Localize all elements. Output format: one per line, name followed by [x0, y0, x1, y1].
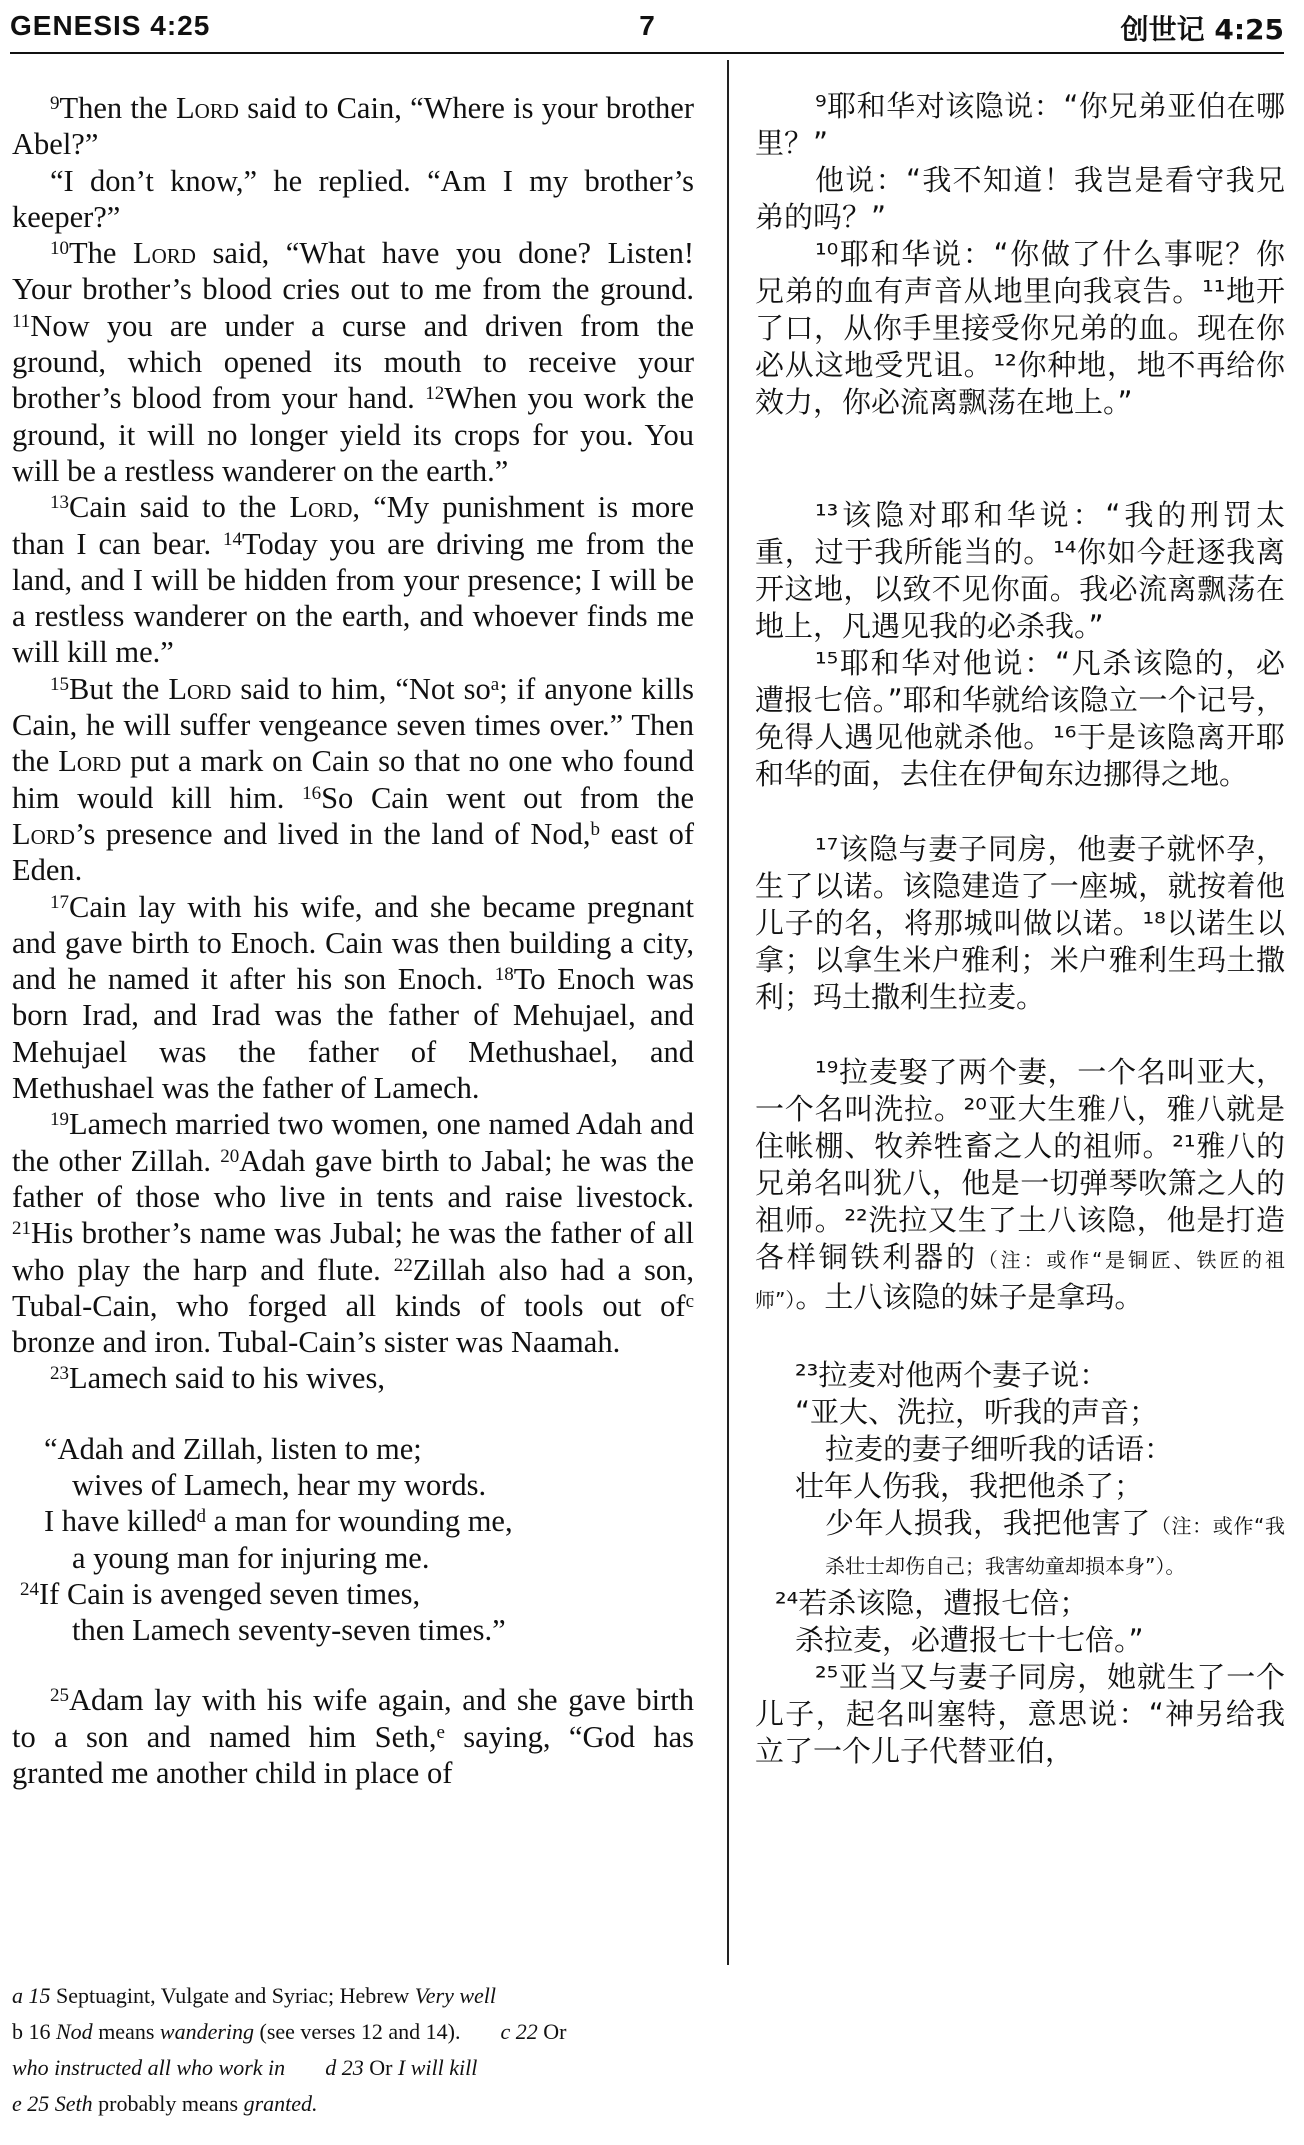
- page-number: 7: [639, 10, 655, 41]
- english-verses-13-14: $^{13}$Cain said to the Lord, “My punishment is more than I can bear. $^{14}$Today you are driving me from the land, and I will be hidden from your presence; I will be a restless wanderer on the earth, and whoever finds me will kill me.”: [12, 490, 695, 670]
- english-column: [12, 90, 694, 1791]
- chinese-poem-line-4: 少年人损我，我把他害了（注：或作“我杀壮士却伤自己；我害幼童却损本身”）。: [825, 1506, 1285, 1578]
- english-poem: [12, 1431, 694, 1649]
- chinese-verse-25: ²⁵亚当又与妻子同房，她就生了一个儿子，起名叫塞特，意思说：“神另给我立了一个儿子代替亚伯，: [755, 1660, 1285, 1768]
- english-verses-17-18: $^{17}$Cain lay with his wife, and she became pregnant and gave birth to Enoch. Cain was then building a city, and he named it after his son Enoch. $^{18}$To Enoch was born Irad, and Irad was the father of Mehujael, and Mehujael was the father of Methushael, and Methushael was the father of Lamech.: [12, 889, 694, 1106]
- header-book-reference: GENESIS 4:25: [10, 10, 211, 41]
- english-verses-15-16: $^{15}$But the Lord said to him, “Not $so^a$; if anyone kills Cain, he will suffer vengeance seven times over.” Then the Lord put a mark on Cain so that no one who found him would kill him. $^{16}$So Cain went out from the Lord’s presence and lived in the land of Nod,$^b$ east of Eden.: [12, 671, 695, 888]
- footnote-a: a 15 Septuagint, Vulgate and Syriac; Hebrew Very well: [12, 1983, 497, 2008]
- header-rule: [10, 52, 1284, 54]
- chinese-verses-10-12: ¹⁰耶和华说：“你做了什么事呢？你兄弟的血有声音从地里向我哀告。¹¹地开了口，从你手里接受你兄弟的血。现在你必从这地受咒诅。¹²你种地，地不再给你效力，你必流离飘荡在地上。”: [755, 237, 1285, 419]
- header-chinese-reference: 创世记 4:25: [1120, 13, 1284, 46]
- english-verse-9: $^9$Then the Lord said to Cain, “Where is your brother Abel?”: [12, 91, 694, 162]
- chinese-verses-19-22: ¹⁹拉麦娶了两个妻，一个名叫亚大，一个名叫洗拉。²⁰亚大生雅八，雅八就是住帐棚、牧养牲畜之人的祖师。²¹雅八的兄弟名叫犹八，他是一切弹琴吹箫之人的祖师。²²洗拉又生了土八该隐，他是打造各样铜铁利器的（注：或作“是铜匠、铁匠的祖师”）。土八该隐的妹子是拿玛。: [755, 1055, 1285, 1314]
- poem-line-4: a young man for injuring me.: [72, 1540, 430, 1575]
- english-verse-9-reply: “I don’t know,” he replied. “Am I my brother’s keeper?”: [12, 163, 694, 234]
- poem-line-6: then Lamech seventy-seven times.”: [72, 1613, 506, 1648]
- footnote-b-c: b 16 Nod means wandering (see verses 12 and 14). c 22 Or: [12, 2019, 567, 2044]
- chinese-poem-line-6: 杀拉麦，必遭报七十七倍。”: [795, 1623, 1144, 1657]
- footnotes: [12, 1978, 692, 2122]
- poem-line-2: wives of Lamech, hear my words.: [72, 1467, 487, 1502]
- chinese-poem-line-1: “亚大、洗拉，听我的声音；: [795, 1395, 1159, 1429]
- chinese-verse-9: ⁹耶和华对该隐说：“你兄弟亚伯在哪里？”: [755, 89, 1285, 160]
- poem-line-5: $^{24}$If Cain is avenged seven times,: [20, 1576, 421, 1611]
- chinese-verses-17-18: ¹⁷该隐与妻子同房，他妻子就怀孕，生了以诺。该隐建造了一座城，就按着他儿子的名，将那城叫做以诺。¹⁸以诺生以拿；以拿生米户雅利；米户雅利生玛土撒利；玛土撒利生拉麦。: [755, 832, 1285, 1014]
- footnote-c-d: who instructed all who work in d 23 Or I will kill: [12, 2055, 478, 2080]
- chinese-poem-line-3: 壮年人伤我，我把他杀了；: [795, 1469, 1144, 1503]
- column-divider: [727, 60, 729, 1965]
- chinese-poem-line-2: 拉麦的妻子细听我的话语：: [825, 1432, 1174, 1466]
- chinese-verses-13-14: ¹³该隐对耶和华说：“我的刑罚太重，过于我所能当的。¹⁴你如今赶逐我离开这地，以致不见你面。我必流离飘荡在地上，凡遇见我的必杀我。”: [755, 498, 1285, 643]
- english-verses-19-22: $^{19}$Lamech married two women, one named Adah and the other Zillah. $^{20}$Adah gave birth to Jabal; he was the father of those who live in tents and raise livestock. $^{21}$His brother’s name was Jubal; he was the father of all who play the harp and flute. $^{22}$Zillah also had a son, Tubal-Cain, who forged all kinds of tools out $of^c$ bronze and iron. Tubal-Cain’s sister was Naamah.: [12, 1107, 695, 1360]
- chinese-verse-9-reply: 他说：“我不知道！我岂是看守我兄弟的吗？”: [755, 163, 1285, 234]
- english-verses-10-12: $^{10}$The Lord said, “What have you done? Listen! Your brother’s blood cries out to me from the ground. $^{11}$Now you are under a curse and driven from the ground, which opened its mouth to receive your brother’s blood from your hand. $^{12}$When you work the ground, it will no longer yield its crops for you. You will be a restless wanderer on the earth.”: [12, 236, 694, 488]
- english-verse-23: $^{23}$Lamech said to his wives,: [50, 1361, 385, 1396]
- page-header: [10, 6, 1284, 46]
- poem-line-3: I have killed$^d$ a man for wounding me,: [44, 1504, 513, 1539]
- chinese-verses-15-16: ¹⁵耶和华对他说：“凡杀该隐的，必遭报七倍。”耶和华就给该隐立一个记号，免得人遇见他就杀他。¹⁶于是该隐离开耶和华的面，去住在伊甸东边挪得之地。: [755, 646, 1285, 791]
- english-verse-25: $^{25}$Adam lay with his wife again, and she gave birth to a son and named him Seth,$^e$ saying, “God has granted me another child in place of: [12, 1683, 695, 1791]
- chinese-column: [755, 88, 1285, 1770]
- chinese-verse-23: ²³拉麦对他两个妻子说：: [795, 1358, 1109, 1392]
- footnote-e: e 25 Seth probably means granted.: [12, 2091, 318, 2116]
- chinese-poem-line-5: ²⁴若杀该隐，遭报七倍；: [775, 1586, 1089, 1620]
- poem-line-1: “Adah and Zillah, listen to me;: [44, 1431, 422, 1466]
